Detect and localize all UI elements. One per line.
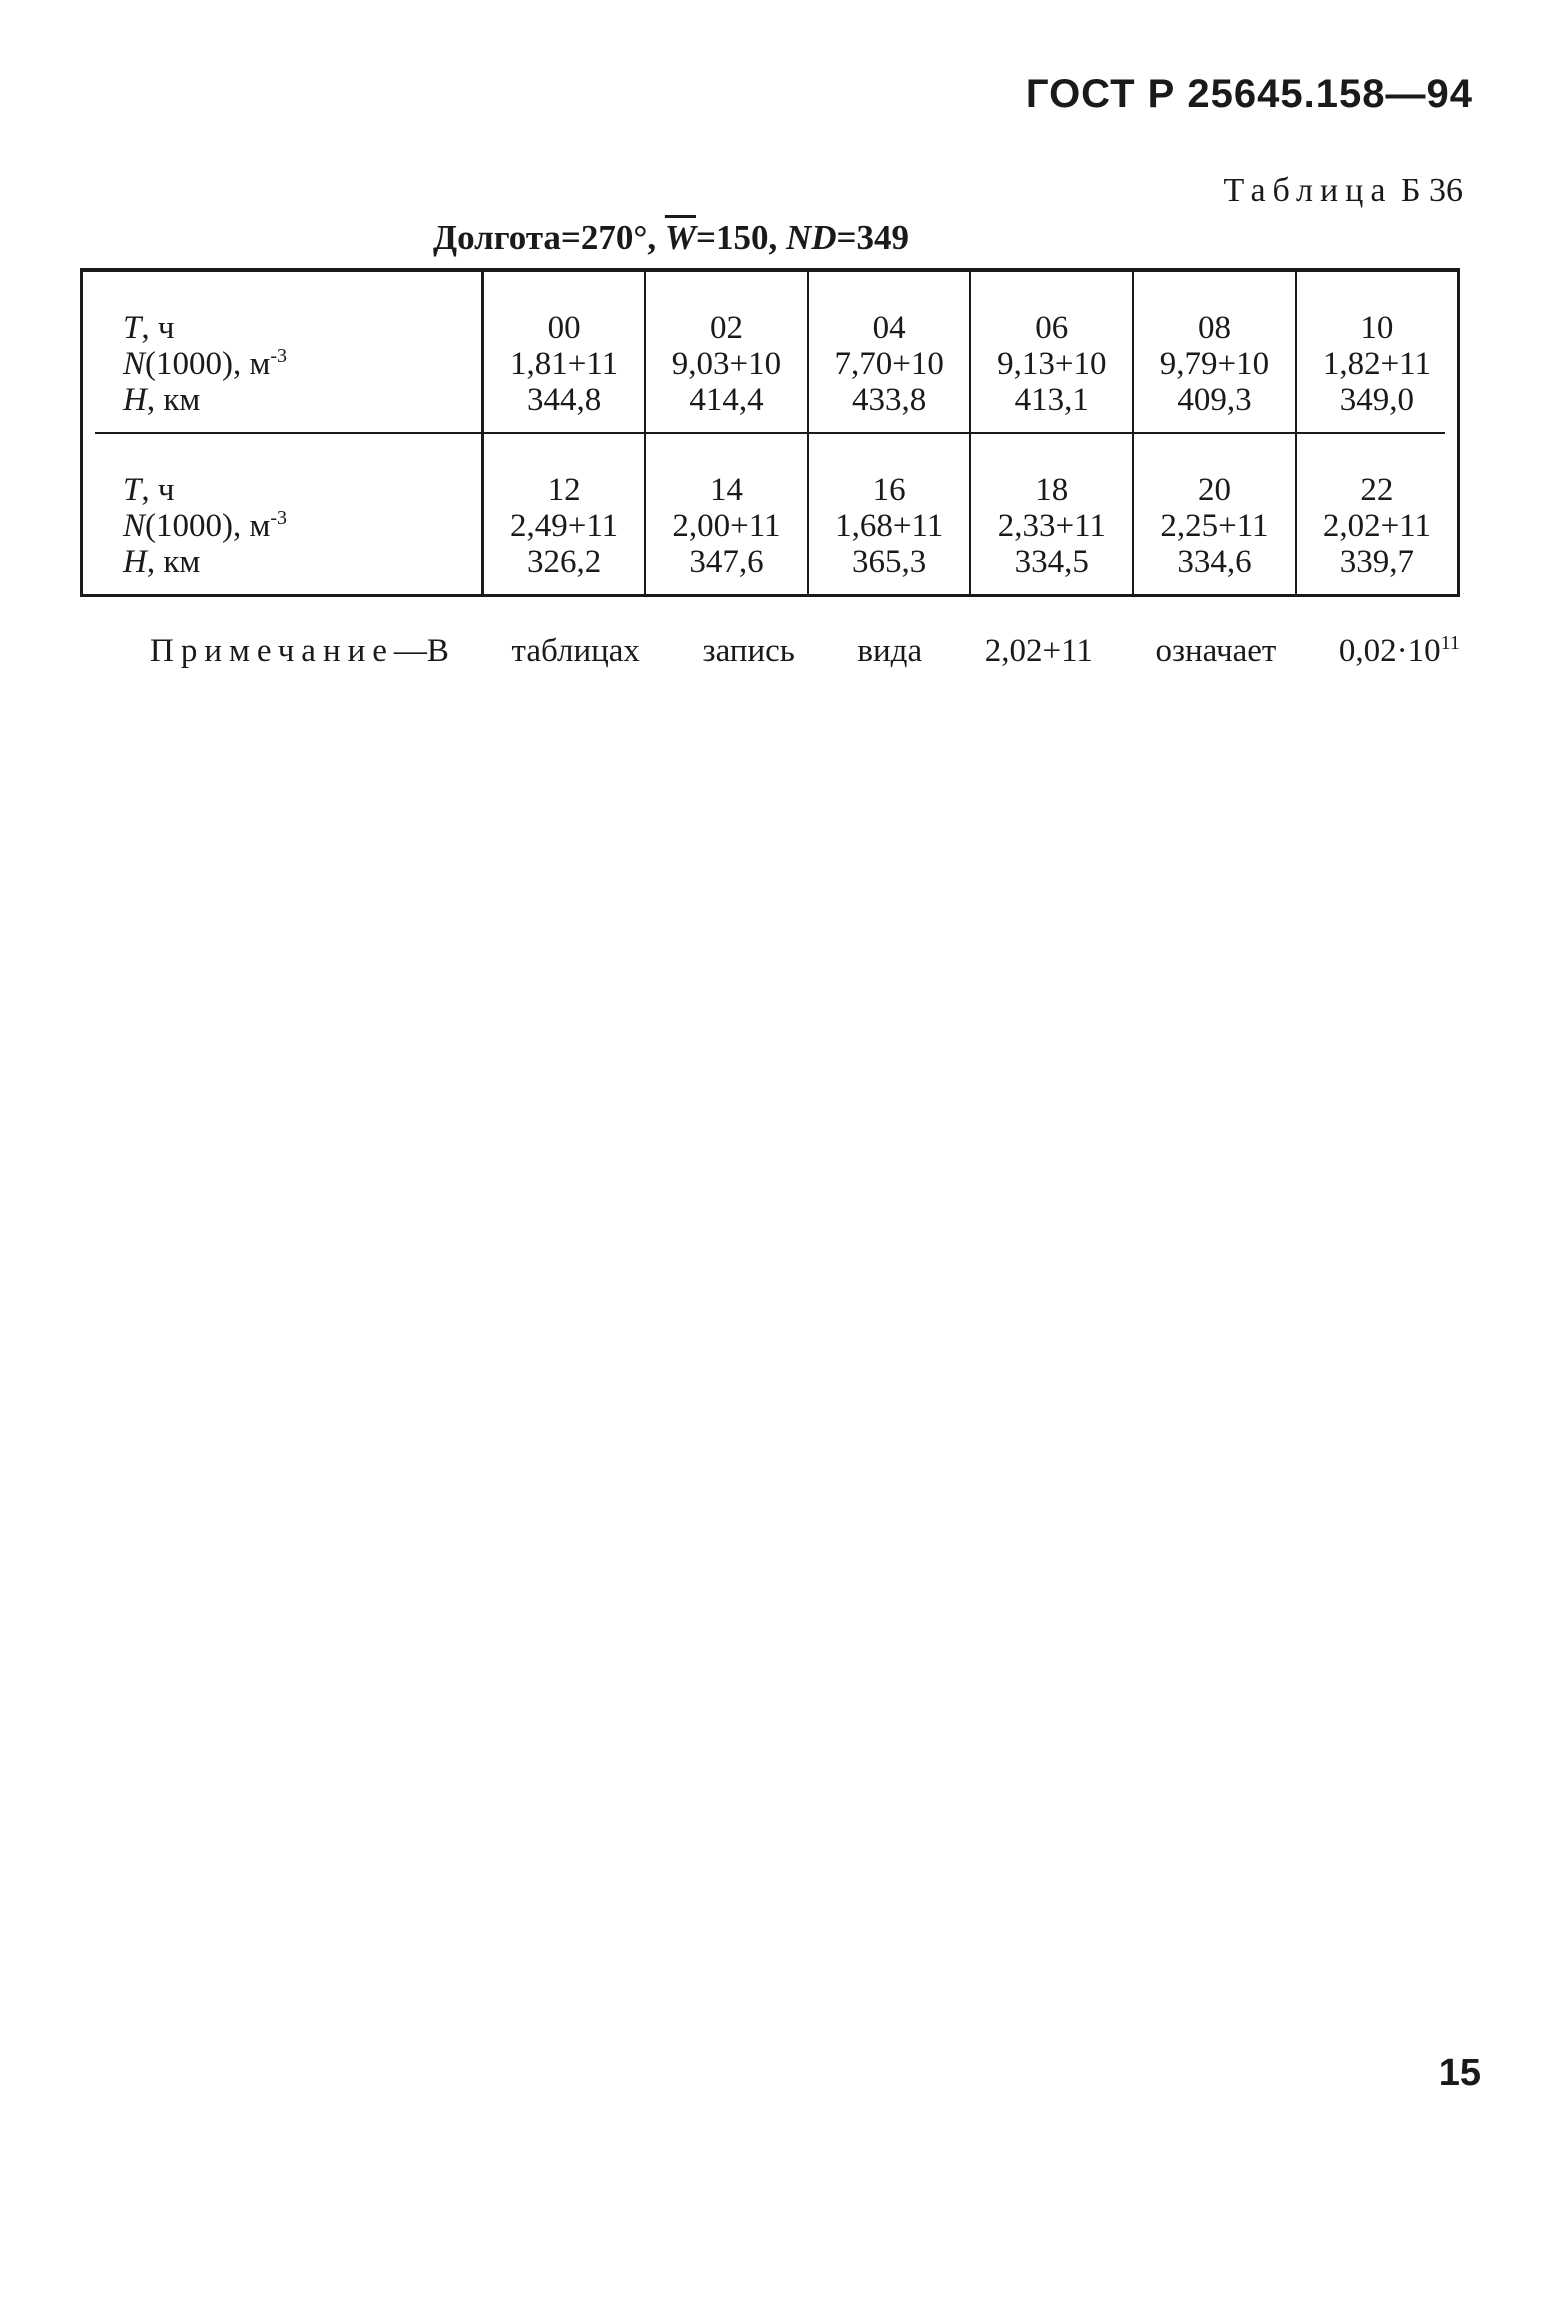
table-cell: 18 2,33+11 334,5: [970, 434, 1133, 594]
note-word: вида: [857, 633, 923, 669]
table-label-number: Б 36: [1400, 172, 1463, 209]
table-cell: 14 2,00+11 347,6: [645, 434, 808, 594]
label-n: N(1000), $м^{-3}$: [123, 345, 288, 382]
note-word: 2,02+11: [984, 633, 1093, 669]
table-row: [82, 434, 1459, 594]
note-word: таблицах: [511, 633, 640, 669]
table-bottom-rule: [80, 594, 1460, 597]
table-cell: 22 2,02+11 339,7: [1296, 434, 1459, 594]
table-cell: 20 2,25+11 334,6: [1133, 434, 1296, 594]
table-row: [82, 272, 1459, 432]
data-table: [80, 268, 1460, 597]
table-number: [1224, 172, 1463, 210]
label-t: T, ч: [123, 310, 175, 346]
label-t: T, ч: [123, 472, 175, 508]
label-h: H, км: [123, 544, 201, 580]
note-word: означает: [1155, 633, 1277, 669]
caption-longitude: Долгота=270°,: [433, 218, 657, 257]
caption-nd-value: =349: [836, 218, 909, 257]
page-number: 15: [1438, 2052, 1481, 2094]
table-cell: 10 1,82+11 349,0: [1296, 272, 1459, 432]
table-label-word: Таблица: [1223, 172, 1393, 209]
table-cell: 12 2,49+11 326,2: [483, 434, 646, 594]
row-labels: [82, 272, 483, 432]
table-cell: 02 9,03+10 414,4: [645, 272, 808, 432]
row-labels: [82, 434, 483, 594]
document-code: ГОСТ Р 25645.158—94: [1025, 72, 1473, 116]
table-cell: 16 1,68+11 365,3: [808, 434, 971, 594]
note-label: Примечание—В: [150, 633, 449, 669]
label-n: N(1000), $м^{-3}$: [123, 507, 288, 544]
note-word: запись: [702, 633, 795, 669]
caption-w-symbol: $\overline{W}$: [664, 218, 696, 257]
table-caption: [433, 218, 909, 258]
table-cell: 08 9,79+10 409,3: [1133, 272, 1296, 432]
note-value: $0,02\cdot 10^{11}$: [1338, 632, 1460, 669]
table-cell: 00 1,81+11 344,8: [483, 272, 646, 432]
table-cell: 06 9,13+10 413,1: [970, 272, 1133, 432]
data-table-grid: [80, 272, 1460, 594]
caption-w-value: =150,: [696, 218, 778, 257]
table-cell: 04 7,70+10 433,8: [808, 272, 971, 432]
label-h: H, км: [123, 382, 201, 418]
table-note: [150, 633, 1460, 670]
caption-nd-symbol: ND: [785, 218, 837, 257]
